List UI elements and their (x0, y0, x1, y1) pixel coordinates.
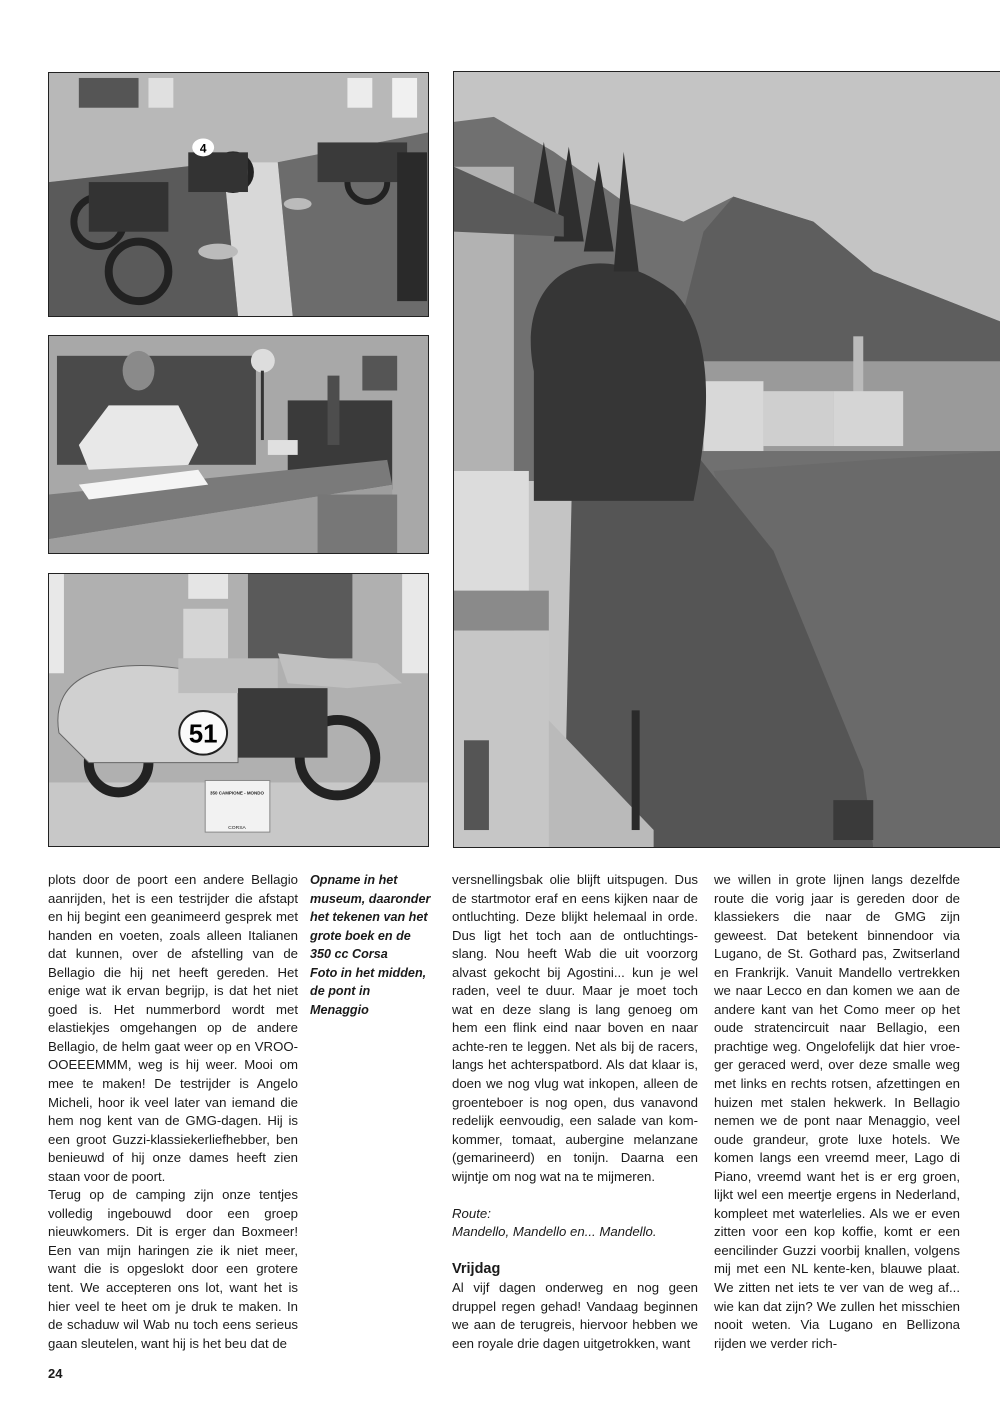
number-plate-4: 4 (199, 141, 207, 156)
museum-hall-image (49, 73, 428, 316)
route-text: Mandello, Mandello en... Mandello. (452, 1224, 657, 1240)
caption-line: Foto in het midden, de pont in Menaggio (310, 965, 427, 1017)
photo-lake-view (453, 71, 1000, 848)
page-number: 24 (48, 1366, 63, 1381)
text-column-1 (48, 871, 298, 1353)
body-paragraph: we willen in grote lijnen langs dezelfde route die vorig jaar is gereden door de klassiekers die naar de GMG zijn geweest. Dat betekent binnendoor via Lugano, de St. Gothard pas, Zwitserland en Frankrijk. Vanuit Mandello vertrekken we naar Lecco en dan komen we aan de andere kant van het Como meer op het oude stratencircuit naar Bellagio, een prachtige weg. Ongelofelijk dat hier vroe-ger geraced werd, over deze smalle weg met links en rechts rotsen, afzettingen en huizen met stalen hekwerk. In Bellagio nemen we de pont naar Menaggio, veel oude grandeur, grote luxe hotels. We komen langs een vreemd meer, Lago di Piano, vreemd want het is er erg groen, lijkt wel een meertje ergens in Nederland, kompleet met waterlelies. Als we er even zitten voor een kop koffie, komt er een eencilinder Guzzi voorbij knallen, volgens mij met een NL kente-ken, blauwe plaat. We zitten net iets te ver van de weg af... wie kan dat zijn? We zullen het misschien nooit weten. Via Lugano en Bellizona rijden we verder rich- (714, 872, 960, 1351)
body-paragraph: versnellingsbak olie blijft uitspugen. Dus de startmotor eraf en eens kijken naar de ontluchting. Deze blijkt helemaal in orde. Dus ligt het toch aan de ontluchtings-slang. Nou heeft Wab die uit voorzorg alvast gekocht bij Agostini... kun je wel raden, veel te duur. Maar je moet toch wat en deze slang is lang genoeg om hem een flink eind naar boven en naar achte-ren te leggen. Net als bij de racers, langs het achterspatbord. Als dat klaar is, doen we nog vlug wat inkopen, alleen de groenteboer is nog open, dus vanavond redelijk eenvoudig, een salade van kom-kommer, tomaat, aubergine melanzane (gemarineerd) en tonijn. Daarna een wijntje om nog wat na te mijmeren. (452, 872, 698, 1184)
text-column-4 (714, 871, 960, 1353)
body-paragraph: plots door de poort een andere Bellagio aanrijden, het is een testrijder die afstapt en hij begint een geanimeerd gesprek met handen en voeten, zoals alleen Italianen dat kunnen, over de afstelling van de Bellagio die hij net heeft gereden. Het enige wat ik ervan begrijp, is dat het niet goed is. Het nummerbord wordt met elastiekjes omgehangen op de andere Bellagio, de helm gaat weer op en VROO-OOEEEMMM, weg is hij weer. Mooi om mee te maken! De testrijder is Angelo Micheli, hoor ik veel later van iemand die hem nog kent van de GMG-dagen. Hij is een groot Guzzi-klassiekerliefhebber, ben benieuwd of hij onze dames heeft zien staan voor de poort. (48, 872, 298, 1184)
photo-caption (310, 871, 432, 1019)
placard-footer: CORSA (228, 826, 246, 832)
racer-image (49, 574, 428, 846)
number-plate-51: 51 (188, 720, 218, 749)
photo-museum-hall (48, 72, 429, 317)
guest-book-image (49, 336, 428, 553)
photo-guest-book (48, 335, 429, 554)
text-column-3 (452, 871, 698, 1353)
photo-racer (48, 573, 429, 847)
body-paragraph: Al vijf dagen onderweg en nog geen druppel regen gehad! Vandaag beginnen we aan de terugreis, hiervoor hebben we een royale drie dagen uitgetrokken, want (452, 1280, 698, 1351)
route-label: Route: (452, 1205, 491, 1221)
caption-line: Opname in het museum, daaronder het tekenen van het grote boek en de 350 cc Corsa (310, 873, 431, 962)
placard-title: 350 CAMPIONE - MONDO (210, 790, 264, 796)
lake-view-image (454, 72, 1000, 847)
section-heading: Vrijdag (452, 1261, 501, 1278)
body-paragraph: Terug op de camping zijn onze tentjes volledig ingebouwd door een groep nieuwkomers. Dit is erger dan Boxmeer! Een van mijn haringen zie ik niet meer, want die is opgeslokt door een grotere tent. We accepteren ons lot, want het is hier veel te heet om je druk te maken. In de schaduw wil Wab nu toch eens serieus gaan sleutelen, want hij is het beu dat de (48, 1187, 298, 1351)
